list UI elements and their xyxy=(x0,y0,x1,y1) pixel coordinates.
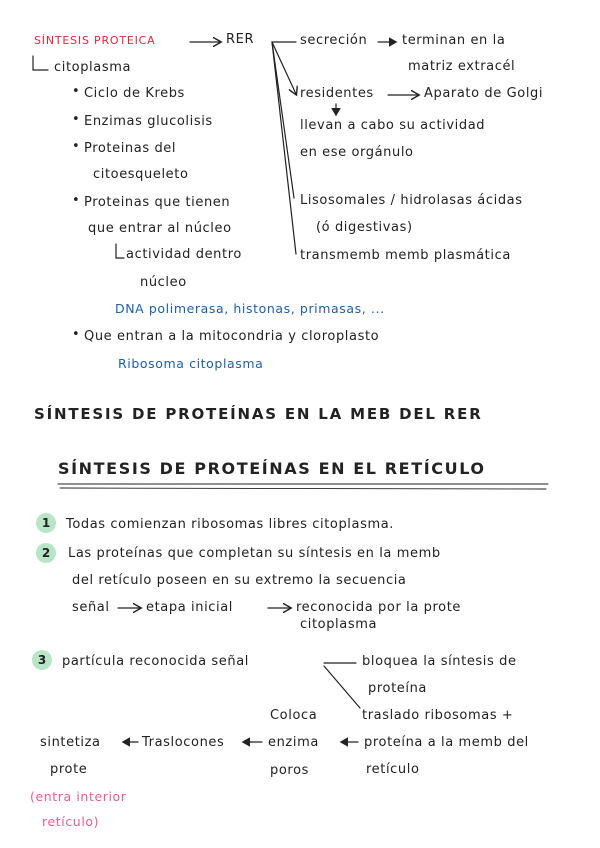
title-sintesis-proteica: SÍNTESIS PROTEICA xyxy=(34,34,156,47)
item-proteinas-del: Proteinas del xyxy=(84,141,177,156)
traslado-label: traslado ribosomas + xyxy=(362,708,514,723)
matriz-label: matriz extracél xyxy=(408,59,516,74)
step-2-line1: Las proteínas que completan su síntesis en la memb xyxy=(68,546,441,561)
item-ciclo-krebs: Ciclo de Krebs xyxy=(84,86,185,101)
step-2-badge: 2 xyxy=(36,543,56,563)
item-proteinas-que-tienen: Proteinas que tienen xyxy=(84,195,231,210)
step-2-citoplasma: citoplasma xyxy=(300,617,378,632)
step-3-badge: 3 xyxy=(32,650,52,670)
traslocones-label: Traslocones xyxy=(142,735,225,750)
heading-meb-rer: SÍNTESIS DE PROTEÍNAS EN LA MEB DEL RER xyxy=(34,405,483,423)
coloca-label: Coloca xyxy=(270,708,318,723)
item-citoesqueleto: citoesqueleto xyxy=(93,167,189,182)
step-2-reconocida: reconocida por la prote xyxy=(296,600,462,615)
step-1-text: Todas comienzan ribosomas libres citoplasma. xyxy=(66,517,395,532)
bloquea-label: bloquea la síntesis de xyxy=(362,654,517,669)
dna-examples: DNA polimerasa, histonas, primasas, ... xyxy=(115,301,385,316)
lisosomales-label: Lisosomales / hidrolasas ácidas xyxy=(300,193,523,208)
bullet-dot: • xyxy=(72,193,80,208)
item-actividad-dentro: actividad dentro xyxy=(126,247,242,262)
transmemb-label: transmemb memb plasmática xyxy=(300,248,511,263)
reticulo-note: retículo) xyxy=(42,814,100,829)
llevan-label: llevan a cabo su actividad xyxy=(300,118,486,133)
ribosoma-citoplasma: Ribosoma citoplasma xyxy=(118,356,264,371)
reticulo-label: retículo xyxy=(366,762,420,777)
heading-reticulo: SÍNTESIS DE PROTEÍNAS EN EL RETÍCULO xyxy=(58,459,486,478)
step-2-line2: del retículo poseen en su extremo la secuencia xyxy=(72,573,407,588)
step-1-badge: 1 xyxy=(36,513,56,533)
bullet-dot: • xyxy=(72,139,80,154)
terminan-label: terminan en la xyxy=(402,33,506,48)
bullet-dot: • xyxy=(72,112,80,127)
citoplasma-label: citoplasma xyxy=(54,60,132,75)
item-enzimas-glucolisis: Enzimas glucolisis xyxy=(84,114,213,129)
digestivas-label: (ó digestivas) xyxy=(316,220,413,235)
prote-label: prote xyxy=(50,762,88,777)
poros-label: poros xyxy=(270,763,309,778)
enzima-label: enzima xyxy=(268,735,319,750)
residentes-label: residentes xyxy=(300,86,374,101)
proteina-label: proteína xyxy=(368,681,427,696)
aparato-golgi-label: Aparato de Golgi xyxy=(424,86,544,101)
item-que-entran-mitocondria: Que entran a la mitocondria y cloroplasto xyxy=(84,329,380,344)
proteina-memb-label: proteína a la memb del xyxy=(364,735,529,750)
item-que-entrar-nucleo: que entrar al núcleo xyxy=(88,221,232,236)
step-2-etapa: etapa inicial xyxy=(146,600,234,615)
item-nucleo: núcleo xyxy=(140,275,187,290)
bullet-dot: • xyxy=(72,327,80,342)
step-2-senal: señal xyxy=(72,600,110,615)
rer-label: RER xyxy=(226,32,255,47)
secrecion-label: secreción xyxy=(300,33,368,48)
particula-label: partícula reconocida señal xyxy=(62,654,250,669)
bullet-dot: • xyxy=(72,84,80,99)
sintetiza-label: sintetiza xyxy=(40,735,101,750)
entra-interior-note: (entra interior xyxy=(30,789,127,804)
organulo-label: en ese orgánulo xyxy=(300,145,414,160)
